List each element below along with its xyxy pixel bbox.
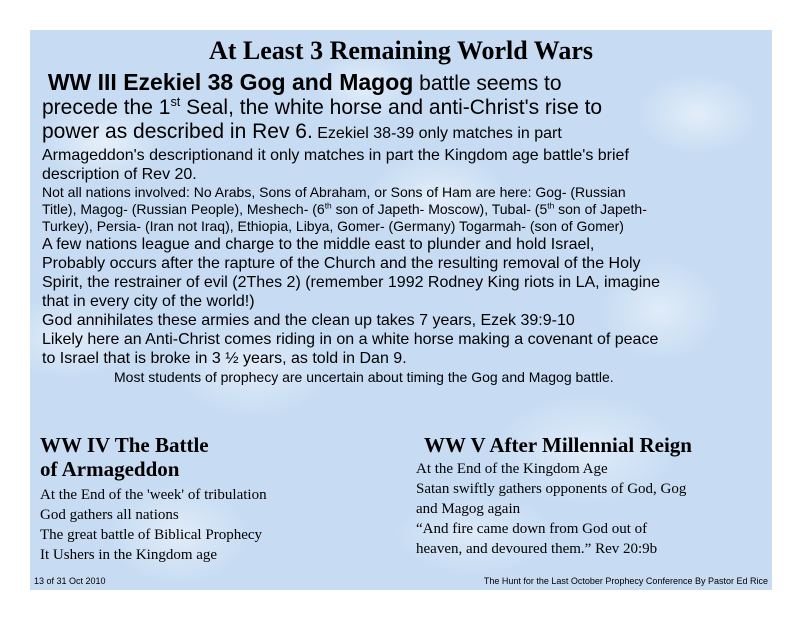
- ww5-line: At the End of the Kingdom Age: [416, 461, 608, 477]
- ww4-section: [40, 433, 380, 565]
- ww3-lead-line: WW III Ezekiel 38 Gog and Magog battle seems to: [47, 69, 562, 95]
- ww4-line: The great battle of Biblical Prophecy: [40, 527, 263, 543]
- ww3-heading: WW III Ezekiel 38 Gog and Magog: [47, 69, 414, 95]
- ww4-heading-2: of Armageddon: [40, 457, 180, 481]
- league-line-4: that in every city of the world!): [42, 293, 255, 310]
- ww3-line-2: precede the 1st Seal, the white horse and anti-Christ's rise to: [42, 95, 603, 119]
- likely-line-2: to Israel that is broke in 3 ½ years, as told in Dan 9.: [42, 350, 407, 367]
- nations-line-2: Title), Magog- (Russian People), Meshech- (6th son of Japeth- Moscow), Tubal- (5th son of Japeth-: [42, 200, 647, 217]
- nations-line-1: Not all nations involved: No Arabs, Sons of Abraham, or Sons of Ham are here: Gog- (Russian: [42, 184, 626, 200]
- ww4-line: It Ushers in the Kingdom age: [40, 547, 218, 563]
- ww4-line: At the End of the 'week' of tribulation: [40, 487, 267, 503]
- ww3-line-4: Armageddon's descriptionand it only matches in part the Kingdom age battle's brief: [42, 147, 629, 164]
- uncertain-line: Most students of prophecy are uncertain about timing the Gog and Magog battle.: [114, 369, 614, 385]
- ww5-line: “And fire came down from God out of: [416, 521, 648, 537]
- league-line-3: Spirit, the restrainer of evil (2Thes 2) (remember 1992 Rodney King riots in LA, imagine: [42, 274, 661, 291]
- likely-line-1: Likely here an Anti-Christ comes riding in on a white horse making a covenant of peace: [42, 331, 659, 348]
- ww5-line: heaven, and devoured them.” Rev 20:9b: [416, 541, 658, 557]
- ww5-line: and Magog again: [416, 501, 521, 517]
- ww5-section: [416, 433, 766, 559]
- slide: [30, 30, 772, 590]
- ww5-heading: WW V After Millennial Reign: [424, 433, 692, 457]
- footer-page-info: 13 of 31 Oct 2010: [34, 576, 106, 586]
- ww3-line-5: description of Rev 20.: [42, 166, 197, 183]
- slide-title: At Least 3 Remaining World Wars: [208, 36, 593, 65]
- ww5-line: Satan swiftly gathers opponents of God, Gog: [416, 481, 687, 497]
- league-line-2: Probably occurs after the rapture of the Church and the resulting removal of the Holy: [42, 255, 641, 272]
- ww4-line: God gathers all nations: [40, 507, 179, 523]
- ww4-heading-1: WW IV The Battle: [40, 433, 209, 457]
- ww3-line-3: power as described in Rev 6. Ezekiel 38-39 only matches in part: [42, 120, 562, 143]
- ww3-section: [42, 70, 764, 386]
- nations-line-3: Turkey), Persia- (Iran not Iraq), Ethiopia, Libya, Gomer- (Germany) Togarmah- (son of Gomer): [42, 218, 624, 234]
- league-line-1: A few nations league and charge to the middle east to plunder and hold Israel,: [42, 236, 595, 253]
- footer-conference: The Hunt for the Last October Prophecy Conference By Pastor Ed Rice: [483, 576, 768, 586]
- annihilate-line: God annihilates these armies and the clean up takes 7 years, Ezek 39:9-10: [42, 312, 575, 329]
